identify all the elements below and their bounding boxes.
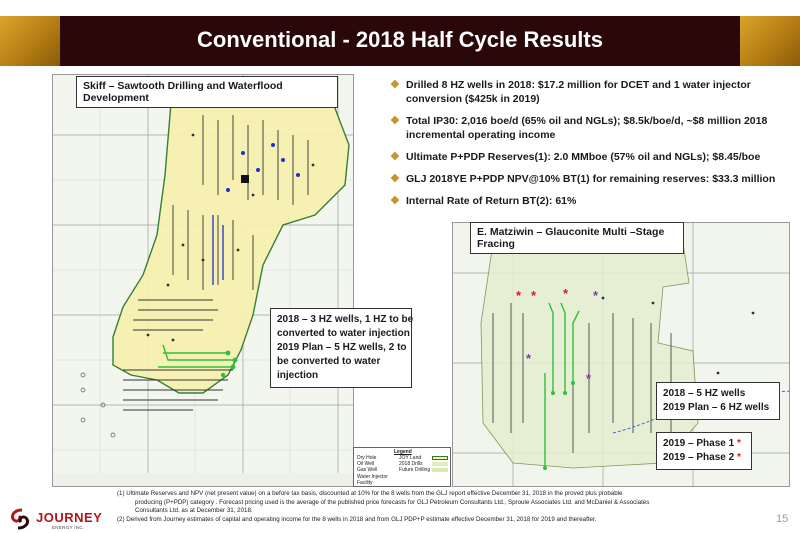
svg-text:*: * [563, 286, 569, 301]
results-bullets [390, 78, 790, 216]
legend-swatch-future [432, 468, 448, 472]
phase-callout [656, 432, 752, 470]
bullet-text: Total IP30: 2,016 boe/d (65% oil and NGLs); $8.5k/boe/d, ~$8 million 2018 incremental operating income [406, 115, 768, 141]
phase-2-line [663, 451, 745, 465]
bullet-item [390, 78, 790, 106]
title-bar [0, 16, 800, 66]
legend-title: Legend [394, 449, 412, 455]
footnote-1-line-3: Consultants Ltd. as at December 31, 2018. [135, 507, 253, 514]
legend-dry-hole: Dry Hole [357, 455, 377, 461]
matziwin-callout-line-2: 2019 Plan – 6 HZ wells [663, 402, 770, 413]
footnote-1-line-1: (1) Ultimate Reserves and NPV (net present value) on a before tax basis, discounted at 10% for the 8 wells from the GLJ report effective December 31, 2018 in the proved plus probable [117, 490, 623, 497]
footnote-1-line-2: producing (P+PDP) category . Forecast pricing used is the average of the published price forecasts for GLJ Petroleum Consultants Ltd., Sproule Associates Ltd. and McDaniel & Associates [135, 498, 650, 506]
phase-1-label: 2019 – Phase 1 [663, 438, 735, 449]
svg-text:*: * [531, 288, 537, 303]
page-title: Conventional - 2018 Half Cycle Results [197, 27, 603, 52]
legend-left-column [357, 455, 388, 486]
legend-swatch-land [432, 456, 448, 460]
legend-gas-well: Gas Well [357, 467, 378, 474]
legend-2018-drills: 2018 Drills [399, 461, 423, 468]
bullet-item [390, 172, 790, 186]
diamond-bullet-icon: ❖ [390, 115, 400, 127]
phase-1-line [663, 437, 745, 451]
skiff-callout-line-1: 2018 – 3 HZ wells, 1 HZ to be [277, 314, 414, 325]
legend-facility: Facility [357, 479, 373, 486]
svg-text:*: * [593, 288, 599, 303]
legend-swatch-2018 [432, 462, 448, 466]
journey-logo [6, 508, 106, 530]
svg-text:*: * [526, 351, 532, 366]
gold-bar-right [740, 16, 800, 66]
matziwin-callout [656, 382, 780, 420]
matziwin-callout-line-1: 2018 – 5 HZ wells [663, 388, 746, 399]
bullet-item [390, 114, 790, 142]
gold-bar-left [0, 16, 60, 66]
footnotes [117, 490, 757, 524]
bullet-text: Drilled 8 HZ wells in 2018: $17.2 million for DCET and 1 water injector conversion ($425k in 2019) [406, 79, 751, 105]
skiff-callout-line-5: injection [277, 370, 319, 381]
legend-water-injector: Water Injector [357, 473, 388, 480]
diamond-bullet-icon: ❖ [390, 79, 400, 91]
bullet-item [390, 194, 790, 208]
page-number: 15 [776, 513, 789, 525]
logo-wordmark: JOURNEY [36, 510, 103, 525]
skiff-callout-line-2: converted to water injection [277, 328, 410, 339]
legend-future-drilling: Future Drilling [399, 467, 431, 474]
skiff-callout [270, 308, 412, 388]
bullet-text: Ultimate P+PDP Reserves(1): 2.0 MMboe (57% oil and NGLs); $8.45/boe [406, 151, 761, 163]
legend-right-column [399, 455, 430, 474]
footnote-2: (2) Derived from Journey estimates of capital and operating income for the 8 wells in 2018 and from GLJ PDP+P estimate effective December 31, 2018 for 2019 and thereafter. [117, 515, 597, 523]
skiff-map-title: Skiff – Sawtooth Drilling and Waterflood Development [76, 76, 338, 108]
diamond-bullet-icon: ❖ [390, 173, 400, 185]
phase-2-star: * [736, 452, 741, 463]
bullet-item [390, 150, 790, 164]
diamond-bullet-icon: ❖ [390, 195, 400, 207]
skiff-map-drawing [53, 75, 354, 487]
matziwin-map-title: E. Matziwin – Glauconite Multi –Stage Fracing [470, 222, 684, 254]
map-legend [353, 447, 451, 487]
svg-text:*: * [516, 288, 522, 303]
phase-2-label: 2019 – Phase 2 [663, 452, 735, 463]
legend-oil-well: Oil Well [357, 461, 375, 468]
journey-swirl-icon [8, 508, 32, 530]
skiff-map [52, 74, 354, 487]
bullet-text: Internal Rate of Return BT(2): 61% [406, 195, 577, 207]
skiff-callout-line-3: 2019 Plan – 5 HZ wells, 2 to [277, 342, 407, 353]
bullet-text: GLJ 2018YE P+PDP NPV@10% BT(1) for remaining reserves: $33.3 million [406, 173, 776, 185]
logo-subtitle: ENERGY INC. [52, 525, 85, 530]
skiff-callout-line-4: be converted to water [277, 356, 381, 367]
phase-1-star: * [736, 438, 741, 449]
svg-text:*: * [586, 371, 592, 386]
legend-joy-land: JOY Land [399, 455, 422, 461]
diamond-bullet-icon: ❖ [390, 151, 400, 163]
